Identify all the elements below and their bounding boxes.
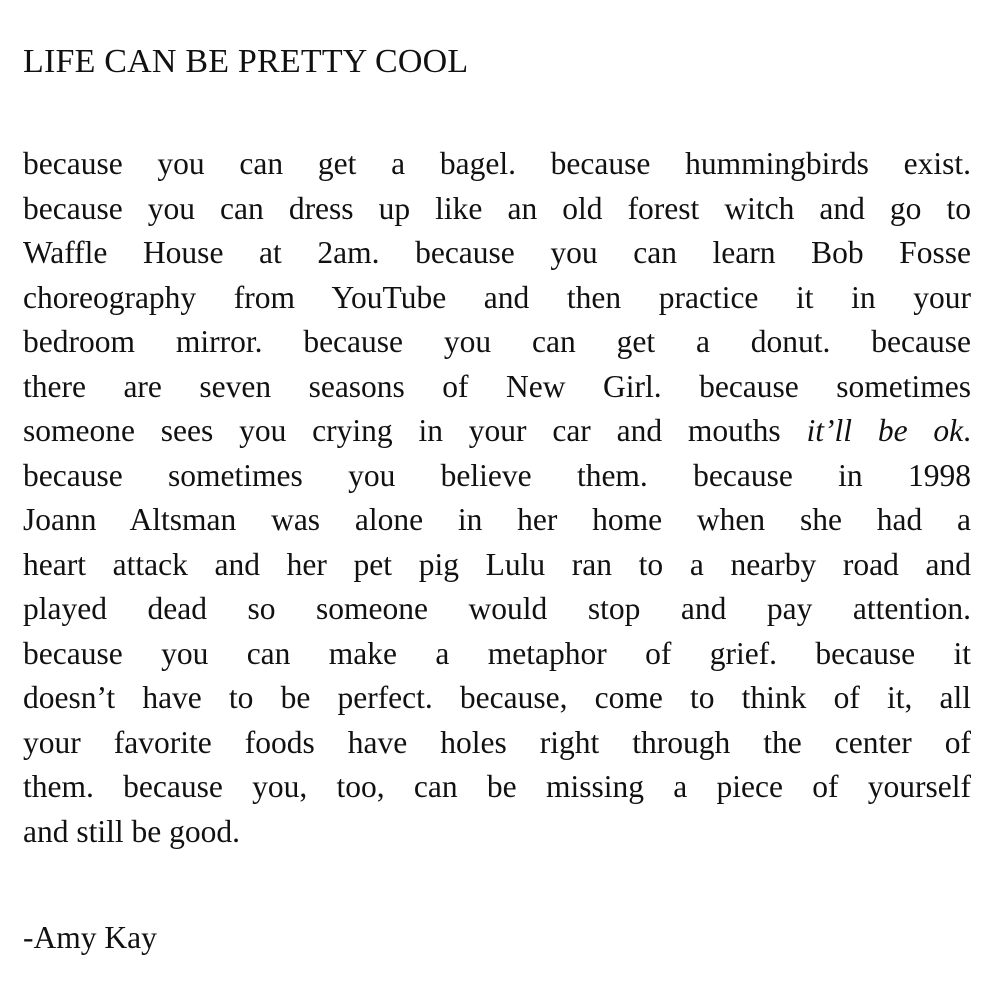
poem-line-text: someone sees you crying in your car and mouths [23,413,807,448]
poem-line: bedroom mirror. because you can get a donut. because [23,324,971,359]
poem-title: LIFE CAN BE PRETTY COOL [23,43,469,80]
poem-line: because you can make a metaphor of grief. because it [23,635,971,671]
poem-line: and still be good. [23,813,240,849]
poem-line: because you can get a bagel. because hummingbirds exist. [23,146,971,181]
poem-line: choreography from YouTube and then practice it in your [23,279,971,315]
poem-line: Joann Altsman was alone in her home when she had a [23,502,971,537]
poem-body [23,142,971,854]
poem-line: played dead so someone would stop and pay attention. [23,591,971,626]
poem-line: because you can dress up like an old forest witch and go to [23,190,971,226]
poem-line: because sometimes you believe them. because in 1998 [23,457,971,493]
poem-line: them. because you, too, can be missing a piece of yourself [23,769,971,804]
poem-line-punctuation: . [963,413,971,448]
italic-phrase: it’ll be ok [806,413,964,448]
poem-line: your favorite foods have holes right through the center of [23,724,971,760]
poem-line: heart attack and her pet pig Lulu ran to a nearby road and [23,546,971,582]
poem-line: Waffle House at 2am. because you can learn Bob Fosse [23,235,971,270]
poem-line: there are seven seasons of New Girl. because sometimes [23,368,971,404]
poem-line: doesn’t have to be perfect. because, come to think of it, all [23,680,971,715]
author-signature: -Amy Kay [23,920,157,955]
poem-line [23,409,971,454]
